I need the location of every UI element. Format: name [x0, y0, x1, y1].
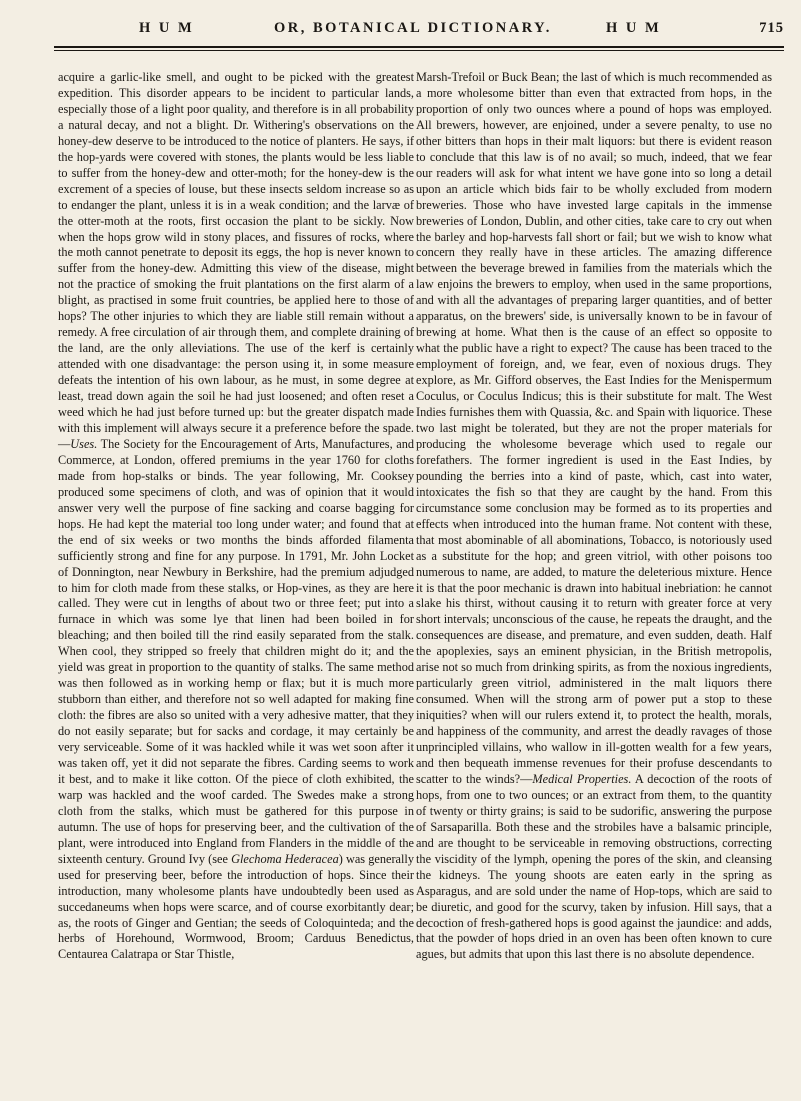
page-number: 715: [759, 20, 784, 36]
left-text-part-2: The Society for the Encouragement of Arts, Manufactures, and Commerce, at London, offered premiums in the year 1760 for cloths made from hop-stalks or binds. The year following, Mr. Cooksey produced some specimens of cloth, and was of opinion that it would answer very well the purpose of fine sacking and coarse bagging for hops. He had kept the material too long under water; and found that at the end of six weeks or two months the binds afforded filamenta sufficiently strong and fine for any purpose. In 1791, Mr. John Locket of Donnington, near Newbury in Berkshire, had the premium adjudged to him for cloth made from these stalks, or Hop-vines, as they are here called. They were cut in lengths of about two or three feet; put into a furnace in which was some lye that linen had been boiled in for bleaching; and then boiled till the rind easily separated from the stalk. When cool, they stripped so freely that children might do it; and the yield was great in proportion to the quantity of stalks. The same method was then followed as in working hemp or flax; but it is much more stubborn than either, and therefore not so well adapted for making fine cloth: the fibres are also so united with a very adhesive matter, that they do not easily separate; but for sacks and cordage, it may certainly be very serviceable. Some of it was hackled while it was wet soon after it was taken off, yet it did not separate the fibres. Carding seems to work it best, and to make it like cotton. Of the piece of cloth exhibited, the warp was hackled and the woof carded. The Swedes make a strong cloth from the stalks, which must be gathered for this purpose in autumn. The use of hops for preserving beer, and the cultivation of the plant, were introduced into England from Flanders in the middle of the sixteenth century. Ground Ivy (see: [58, 436, 414, 866]
right-column-text: [416, 70, 772, 963]
medical-properties-label: Medical Properties.: [532, 771, 632, 786]
header-right-guide-word: H U M: [606, 20, 662, 36]
right-text-part-2: A decoction of the roots of hops, from one to two ounces; or an extract from them, to the quantity of twenty or thirty grains; is said to be sudorific, answering the purpose of Sarsaparilla. Both these and the strobiles have a balsamic principle, and are thought to be serviceable in removing obstructions, correcting the viscidity of the lymph, opening the pores of the skin, and cleansing the kidneys. The young shoots are eaten early in the spring as Asparagus, and are sold under the name of Hop-tops, which are said to be diuretic, and good for the scurvy, taken by infusion. Hill says, that a decoction of fresh-gathered hops is good against the jaundice: and adds, that the powder of hops dried in an oven has been often known to cure agues, but admits that upon this last there is no absolute dependence.: [416, 771, 772, 962]
left-text-part-3: ) was generally used for preserving beer, before the introduction of hops. Since their introduction, many wholesome plants have undoubtedly been used as succedaneums when hops were scarce, and of course exorbitantly dear; as, the roots of Ginger and Gentian; the seeds of Coloquinteda; and the herbs of Horehound, Wormwood, Broom; Carduus Benedictus, Centaurea Calatrapa or Star Thistle,: [58, 851, 414, 962]
uses-section-label: Uses.: [70, 436, 98, 451]
right-column: [416, 70, 772, 963]
running-header: [54, 20, 784, 42]
header-left-guide-word: H U M: [139, 20, 195, 36]
right-text-part-1: Marsh-Trefoil or Buck Bean; the last of which is much recommended as a more wholesome bitter than even that extracted from hops, in the proportion of only two ounces where a pound of hops was employed. All brewers, however, are enjoined, under a severe penalty, to use no other bitters than hops in their malt liquors: but there is evident reason to conclude that this law is of no avail; so much, indeed, that we fear our readers will ask for what intent we have gone into so long a detail upon an article which bids fair to be wholly excluded from modern breweries. Those who have invested large capitals in the immense breweries of London, Dublin, and other cities, take care to cry out when the barley and hop-harvests fall short or fail; but we wish to know what concern they really have in these articles. The amazing difference between the beverage brewed in families from the materials which the law enjoins the brewers to employ, when used in the same proportions, and with all the advantages of preparing larger quantities, and of better apparatus, on the brewers' side, is universally known to be in favour of brewing at home. What then is the cause of an effect so opposite to what the public have a right to expect? The cause has been traced to the employment of foreign, and, we fear, even of noxious drugs. They explore, as Mr. Gifford observes, the East Indies for the Menispermum Coculus, or Coculus Indicus; this is their substitute for malt. The West Indies furnishes them with Quassia, &c. and Spain with liquorice. These two last might be tolerated, but they are not the proper materials for producing the wholesome beverage which used to regale our forefathers. The former ingredient is used in the East Indies, by pounding the berries into a kind of paste, which, cast into water, intoxicates the fish so that they are caught by the hand. From this circumstance some conclusion may be formed as to its properties and effects when introduced into the human frame. Not content with these, that most abominable of all abominations, Tobacco, is notoriously used as a substitute for the hop; and green vitriol, with other poisons too numerous to name, are added, to mature the deleterious mixture. Hence it is that the poor mechanic is drawn into habitual inebriation: he cannot slake his thirst, without causing it to return with greater force at very short intervals; unconscious of the cause, he repeats the draught, and the consequences are disease, and premature, and even sudden, death. Half the apoplexies, says an eminent physician, in the British metropolis, arise not so much from drinking spirits, as from the noxious ingredients, particularly green vitriol, administered in the malt liquors there consumed. When will the strong arm of power put a stop to these iniquities? when will our rulers extend it, to protect the health, morals, and happiness of the community, and arrest the deadly ravages of those unprincipled villains, who wallow in ill-gotten wealth for a few years, and then bequeath immense revenues for their profuse descendants to scatter to the winds?—: [416, 70, 772, 786]
left-column-text: [58, 70, 414, 963]
header-rule-thin: [54, 50, 784, 51]
header-title: OR, BOTANICAL DICTIONARY.: [274, 20, 552, 36]
left-column: [58, 70, 414, 963]
glechoma-reference: Glechoma Hederacea: [231, 851, 339, 866]
left-text-part-1: acquire a garlic-like smell, and ought to be picked with the greatest expedition. This disorder appears to be incident to particular lands, especially those of a light poor quality, and therefore is in all probability a natural decay, and not a blight. Dr. Withering's observations on the honey-dew deserve to be introduced to the notice of planters. He says, if the hop-yards were covered with stones, the plants would be less liable to suffer from the honey-dew and otter-moth; for the honey-dew is the excrement of a species of louse, but these insects seldom increase so as to endanger the plant, unless it is in a weak condition; and the larvæ of the otter-moth at the roots, first occasion the plant to be sickly. Now when the hops grow wild in stony places, and fissures of rocks, where the moth cannot penetrate to deposit its eggs, the hop is never known to suffer from the honey-dew. Admitting this view of the disease, might not the practice of smoking the fruit plantations on the first alarm of a blight, as practised in some fruit countries, be applied here to those of hops? The other injuries to which they are liable still remain without a remedy. A free circulation of air through them, and complete draining of the land, are the only alleviations. The use of the kerf is certainly attended with one disadvantage: the person using it, in some measure defeats the intention of his own labour, as he must, in some degree at least, tread down again the soil he had just loosened; and often reset a weed which he had just before turned up: but the greater dispatch made with this implement will always secure it a preference before the spade.—: [58, 70, 414, 451]
header-rule-thick: [54, 46, 784, 48]
